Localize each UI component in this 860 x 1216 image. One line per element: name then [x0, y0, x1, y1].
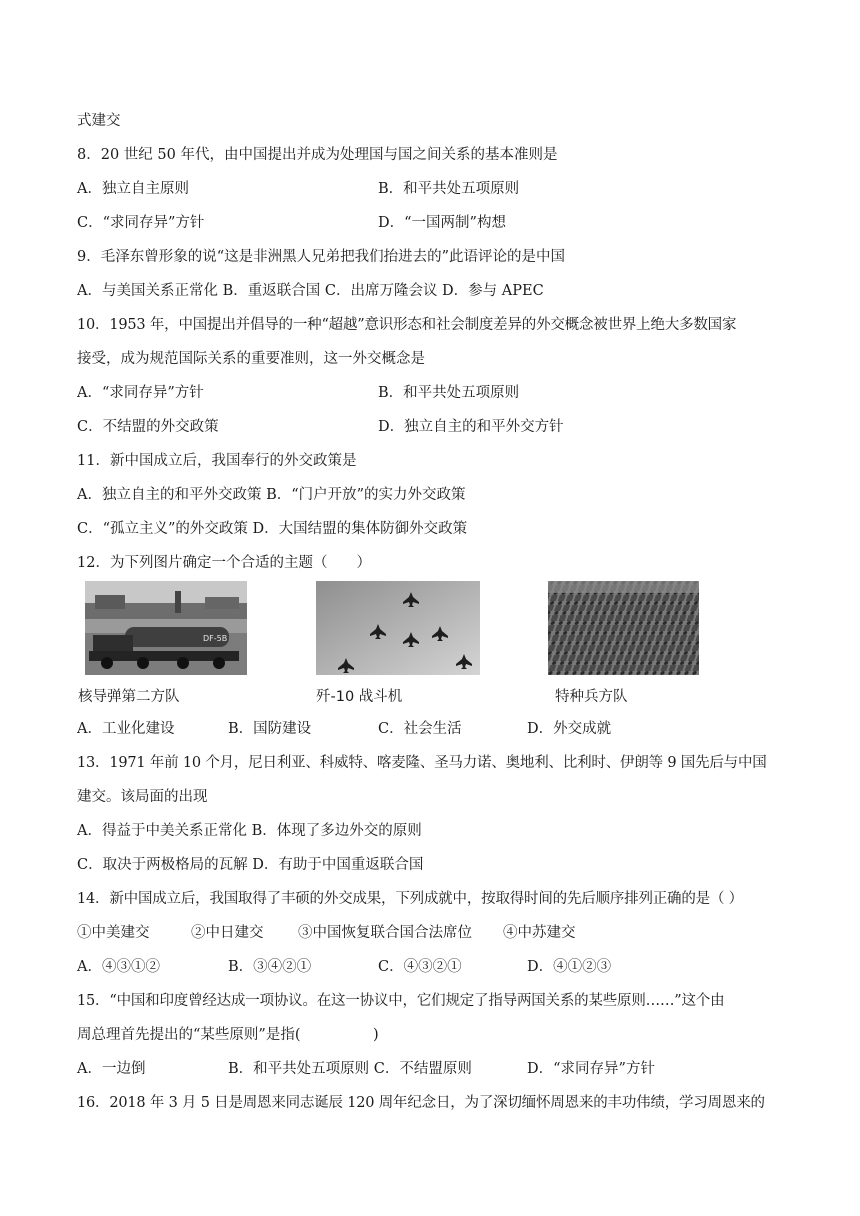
q14-option-a: A．④③①②: [77, 959, 160, 975]
q15-option-a: A．一边倒: [77, 1061, 146, 1077]
q15-option-d: D．“求同存异”方针: [527, 1061, 655, 1077]
question-10-stem-line1: 10．1953 年，中国提出并倡导的一种“超越”意识形态和社会制度差异的外交概念被世界上绝大多数国家: [77, 317, 737, 333]
q12-option-a: A．工业化建设: [77, 721, 175, 737]
q13-options-cd: C．取决于两极格局的瓦解 D．有助于中国重返联合国: [77, 857, 424, 873]
q9-options: A．与美国关系正常化 B．重返联合国 C．出席万隆会议 D．参与 APEC: [77, 283, 544, 299]
missile-plate-label: DF-5B: [203, 634, 228, 643]
q11-options-cd: C．“孤立主义”的外交政策 D．大国结盟的集体防御外交政策: [77, 521, 468, 537]
q10-option-c: C．不结盟的外交政策: [77, 419, 219, 435]
question-8-stem: 8．20 世纪 50 年代，由中国提出并成为处理国与国之间关系的基本准则是: [77, 147, 558, 163]
q14-item-3: ③中国恢复联合国合法席位: [298, 925, 472, 941]
q14-item-1: ①中美建交: [77, 925, 150, 941]
q14-option-d: D．④①②③: [527, 959, 612, 975]
fighter-jets-photo: [316, 581, 480, 675]
q12-option-c: C．社会生活: [378, 721, 462, 737]
question-7-continuation: 式建交: [77, 113, 121, 129]
question-12-stem: 12．为下列图片确定一个合适的主题（ ）: [77, 555, 371, 571]
q8-option-b: B．和平共处五项原则: [378, 181, 520, 197]
q8-option-c: C．“求同存异”方针: [77, 215, 205, 231]
question-13-stem-line2: 建交。该局面的出现: [77, 789, 208, 805]
q14-item-4: ④中苏建交: [503, 925, 576, 941]
photo-caption-fighter: 歼-10 战斗机: [316, 689, 403, 705]
question-14-stem: 14．新中国成立后，我国取得了丰硕的外交成果，下列成就中，按取得时间的先后顺序排列正确的是（ ）: [77, 891, 743, 907]
q10-option-d: D．独立自主的和平外交方针: [378, 419, 564, 435]
question-13-stem-line1: 13．1971 年前 10 个月，尼日利亚、科威特、喀麦隆、圣马力诺、奥地利、比利时、伊朗等 9 国先后与中国: [77, 755, 767, 771]
q12-option-b: B．国防建设: [228, 721, 312, 737]
q12-option-d: D．外交成就: [527, 721, 612, 737]
q10-option-a: A．“求同存异”方针: [77, 385, 204, 401]
question-16-stem-line1: 16．2018 年 3 月 5 日是周恩来同志诞辰 120 周年纪念日，为了深切缅怀周恩来的丰功伟绩，学习周恩来的: [77, 1095, 765, 1111]
special-forces-photo: [548, 581, 699, 675]
question-15-stem-line2: 周总理首先提出的“某些原则”是指( ): [77, 1027, 379, 1043]
q10-option-b: B．和平共处五项原则: [378, 385, 520, 401]
question-10-stem-line2: 接受，成为规范国际关系的重要准则，这一外交概念是: [77, 351, 425, 367]
q8-option-a: A．独立自主原则: [77, 181, 189, 197]
q13-options-ab: A．得益于中美关系正常化 B．体现了多边外交的原则: [77, 823, 422, 839]
question-11-stem: 11．新中国成立后，我国奉行的外交政策是: [77, 453, 357, 469]
q11-options-ab: A．独立自主的和平外交政策 B．“门户开放”的实力外交政策: [77, 487, 466, 503]
question-9-stem: 9．毛泽东曾形象的说“这是非洲黑人兄弟把我们抬进去的”此语评论的是中国: [77, 249, 566, 265]
q8-option-d: D．“一国两制”构想: [378, 215, 506, 231]
missile-convoy-photo: [85, 581, 247, 675]
question-15-stem-line1: 15．“中国和印度曾经达成一项协议。在这一协议中，它们规定了指导两国关系的某些原则……”这个由: [77, 993, 725, 1009]
q14-item-2: ②中日建交: [191, 925, 264, 941]
photo-caption-special-forces: 特种兵方队: [555, 689, 628, 705]
q14-option-b: B．③④②①: [228, 959, 312, 975]
q14-option-c: C．④③②①: [378, 959, 462, 975]
q15-options-bc: B．和平共处五项原则 C．不结盟原则: [228, 1061, 472, 1077]
photo-caption-missile: 核导弹第二方队: [78, 689, 180, 705]
